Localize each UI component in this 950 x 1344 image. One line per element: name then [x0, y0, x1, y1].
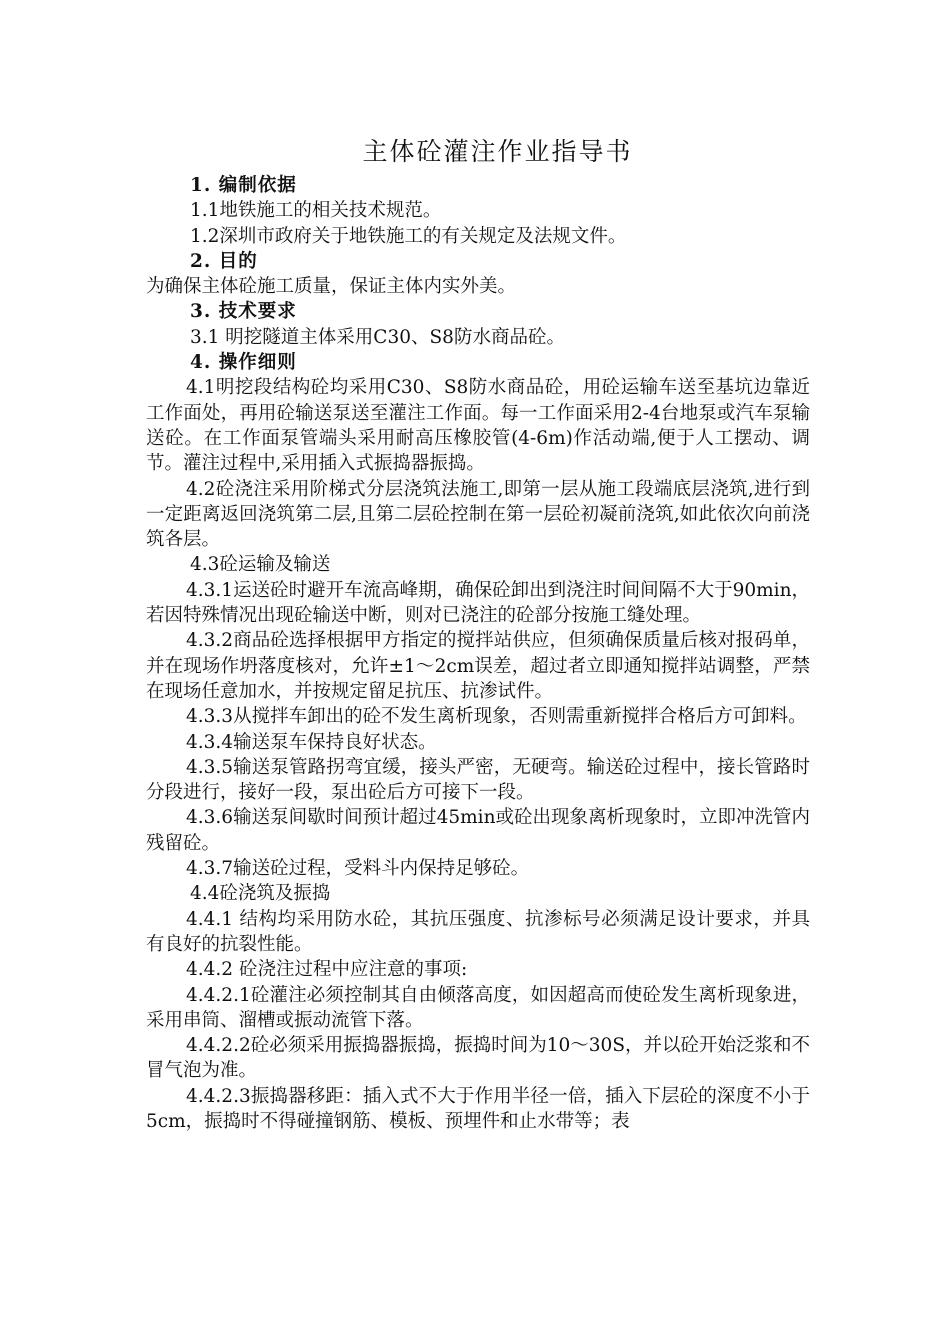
paragraph-4-4-2-3: 4.4.2.3振捣器移距：插入式不大于作用半径一倍，插入下层砼的深度不小于5cm，振捣时不得碰撞钢筋、模板、预埋件和止水带等；表 [146, 1085, 810, 1132]
paragraph-4-4-2-2: 4.4.2.2砼必须采用振捣器振捣，振捣时间为10～30S，并以砼开始泛浆和不冒气泡为准。 [146, 1035, 810, 1082]
paragraph-4-4-2-1: 4.4.2.1砼灌注必须控制其自由倾落高度，如因超高而使砼发生离析现象进，采用串筒、溜槽或振动流管下落。 [146, 984, 810, 1031]
heading-tech-requirements: 3. 技术要求 [190, 301, 297, 323]
subheading-4-3: 4.3砼运输及输送 [190, 554, 331, 576]
paragraph-4-1: 4.1明挖段结构砼均采用C30、S8防水商品砼，用砼运输车送至基坑边靠近工作面处，再用砼输送泵送至灌注工作面。每一工作面采用2-4台地泵或汽车泵输送砼。在工作面泵管端头采用耐高压橡胶管(4-6m)作活动端,便于人工摆动、调节。灌注过程中,采用插入式振捣器振捣。 [146, 377, 810, 475]
heading-basis: 1. 编制依据 [190, 175, 297, 196]
paragraph-4-3-4: 4.3.4输送泵车保持良好状态。 [186, 731, 437, 753]
heading-operation-rules: 4. 操作细则 [190, 352, 297, 374]
item-1-1: 1.1地铁施工的相关技术规范。 [190, 200, 442, 222]
item-3-1: 3.1 明挖隧道主体采用C30、S8防水商品砼。 [190, 326, 565, 348]
paragraph-4-3-7: 4.3.7输送砼过程，受料斗内保持足够砼。 [186, 858, 530, 880]
paragraph-4-3-6: 4.3.6输送泵间歇时间预计超过45min或砼出现象离析现象时，立即冲洗管内残留砼。 [146, 807, 810, 854]
item-1-2: 1.2深圳市政府关于地铁施工的有关规定及法规文件。 [190, 225, 627, 247]
purpose-text: 为确保主体砼施工质量，保证主体内实外美。 [146, 276, 517, 298]
paragraph-4-4-2: 4.4.2 砼浇注过程中应注意的事项: [186, 959, 468, 981]
paragraph-4-2: 4.2砼浇注采用阶梯式分层浇筑法施工,即第一层从施工段端底层浇筑,进行到一定距离返回浇筑第二层,且第二层砼控制在第一层砼初凝前浇筑,如此依次向前浇筑各层。 [146, 478, 810, 551]
paragraph-4-3-2: 4.3.2商品砼选择根据甲方指定的搅拌站供应，但须确保质量后核对报码单，并在现场作坍落度核对，允许±1～2cm误差，超过者立即通知搅拌站调整，严禁在现场任意加水，并按规定留足抗压、抗渗试件。 [146, 630, 810, 702]
paragraph-4-3-5: 4.3.5输送泵管路拐弯宜缓，接头严密，无硬弯。输送砼过程中，接长管路时分段进行，接好一段，泵出砼后方可接下一段。 [146, 756, 810, 804]
paragraph-4-4-1: 4.4.1 结构均采用防水砼，其抗压强度、抗渗标号必须满足设计要求，并具有良好的抗裂性能。 [146, 908, 810, 955]
paragraph-4-3-3: 4.3.3从搅拌车卸出的砼不发生离析现象，否则需重新搅拌合格后方可卸料。 [186, 706, 807, 728]
document-title: 主体砼灌注作业指导书 [362, 137, 633, 166]
document-body [146, 173, 810, 1134]
subheading-4-4: 4.4砼浇筑及振捣 [190, 883, 331, 905]
paragraph-4-3-1: 4.3.1运送砼时避开车流高峰期，确保砼卸出到浇注时间间隔不大于90min，若因特殊情况出现砼输送中断，则对已浇注的砼部分按施工缝处理。 [146, 579, 810, 627]
heading-purpose: 2. 目的 [190, 250, 258, 272]
